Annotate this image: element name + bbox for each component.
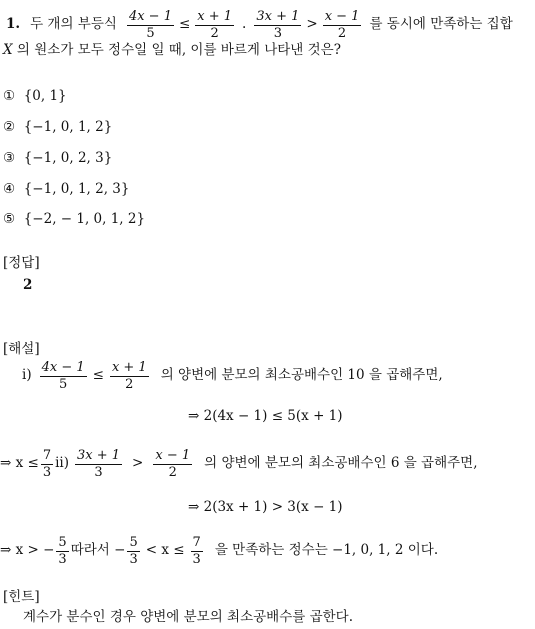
step-2-prefix: ⇒ x ≤ (0, 455, 39, 472)
choice-1[interactable] (3, 90, 67, 104)
step-2-fraction-2: $\frac{x - 1}{2}$ (155, 447, 191, 480)
choice-marker: ③ (3, 150, 16, 166)
step-1-result: ⇒ 2(4x − 1) ≤ 5(x + 1) (188, 408, 343, 424)
choice-2[interactable] (3, 121, 112, 135)
question-text-a: 두 개의 부등식 (30, 16, 117, 33)
choice-marker: ④ (3, 181, 16, 197)
choice-text: {−1, 0, 2, 3} (23, 150, 113, 166)
final-text-b: 을 만족하는 정수는 −1, 0, 1, 2 이다. (214, 542, 439, 559)
question-fraction-3: $\frac{3x + 1}{3}$ (256, 8, 300, 41)
question-fraction-1: $\frac{4x - 1}{5}$ (128, 8, 172, 41)
choice-3[interactable] (3, 152, 112, 166)
step-2-result: ⇒ 2(3x + 1) > 3(x − 1) (188, 499, 343, 515)
step-2-label: ii) (55, 455, 70, 472)
final-fraction-2: $\frac{5}{3}$ (129, 534, 138, 567)
explanation-step-1: i) $\frac{4x - 1}{5}$ ≤ $\frac{x + 1}{2}$ 의 양변에 분모의 최소공배수인 10 을 곱해주면, (22, 359, 443, 392)
choice-4[interactable] (3, 183, 129, 197)
question-fraction-4: $\frac{x - 1}{2}$ (324, 8, 360, 41)
question-fraction-2: $\frac{x + 1}{2}$ (197, 8, 233, 41)
final-fraction-1: $\frac{5}{3}$ (58, 534, 67, 567)
choice-marker: ② (3, 119, 16, 135)
question-set-var: X (3, 42, 13, 58)
choice-text: {−1, 0, 1, 2} (23, 119, 113, 135)
answer-label: [정답] (3, 255, 40, 271)
step-1-fraction-1: $\frac{4x - 1}{5}$ (41, 359, 85, 392)
final-fraction-3: $\frac{7}{3}$ (192, 534, 201, 567)
step-1-fraction-2: $\frac{x + 1}{2}$ (111, 359, 147, 392)
explanation-final: ⇒ x > − $\frac{5}{3}$ 따라서 − $\frac{5}{3}$ < x ≤ $\frac{7}{3}$ 을 만족하는 정수는 −1, 0, 1, 2 이다. (0, 534, 439, 567)
hint-text: 계수가 분수인 경우 양변에 분모의 최소공배수를 곱한다. (23, 609, 353, 625)
final-text-a: 따라서 − (70, 542, 126, 559)
final-prefix: ⇒ x > − (0, 542, 55, 559)
question-number: 1. (6, 16, 21, 33)
step-2-text: 의 양변에 분모의 최소공배수인 6 을 곱해주면, (204, 455, 478, 472)
hint-label: [힌트] (3, 589, 40, 605)
question-line-1: 1. 두 개의 부등식 $\frac{4x - 1}{5}$ ≤ $\frac{x + 1}{2}$ . $\frac{3x + 1}{3}$ > $\frac{x - 1}{2}$ 를 동시에 만족하는 집합 (6, 8, 513, 41)
choice-marker: ⑤ (3, 211, 16, 227)
step-1-text: 의 양변에 분모의 최소공배수인 10 을 곱해주면, (160, 367, 443, 384)
choice-text: {0, 1} (23, 88, 67, 104)
choice-marker: ① (3, 88, 16, 104)
question-line-2-text: 의 원소가 모두 정수일 일 때, 이를 바르게 나타낸 것은? (16, 42, 341, 58)
explanation-label: [해설] (3, 341, 40, 357)
step-2-fraction-1: $\frac{3x + 1}{3}$ (77, 447, 121, 480)
step-1-prefix: i) (22, 367, 32, 384)
question-text-b: 를 동시에 만족하는 집합 (369, 16, 513, 33)
choice-text: {−2, − 1, 0, 1, 2} (23, 211, 146, 227)
answer-value: 2 (23, 277, 33, 293)
explanation-step-2: ⇒ x ≤ $\frac{7}{3}$ ii) $\frac{3x + 1}{3}$ > $\frac{x - 1}{2}$ 의 양변에 분모의 최소공배수인 6 을 곱해주면, (0, 447, 478, 480)
question-line-2 (3, 44, 341, 58)
choice-5[interactable] (3, 213, 145, 227)
choice-text: {−1, 0, 1, 2, 3} (23, 181, 130, 197)
step-2-fraction-0: $\frac{7}{3}$ (42, 447, 52, 480)
